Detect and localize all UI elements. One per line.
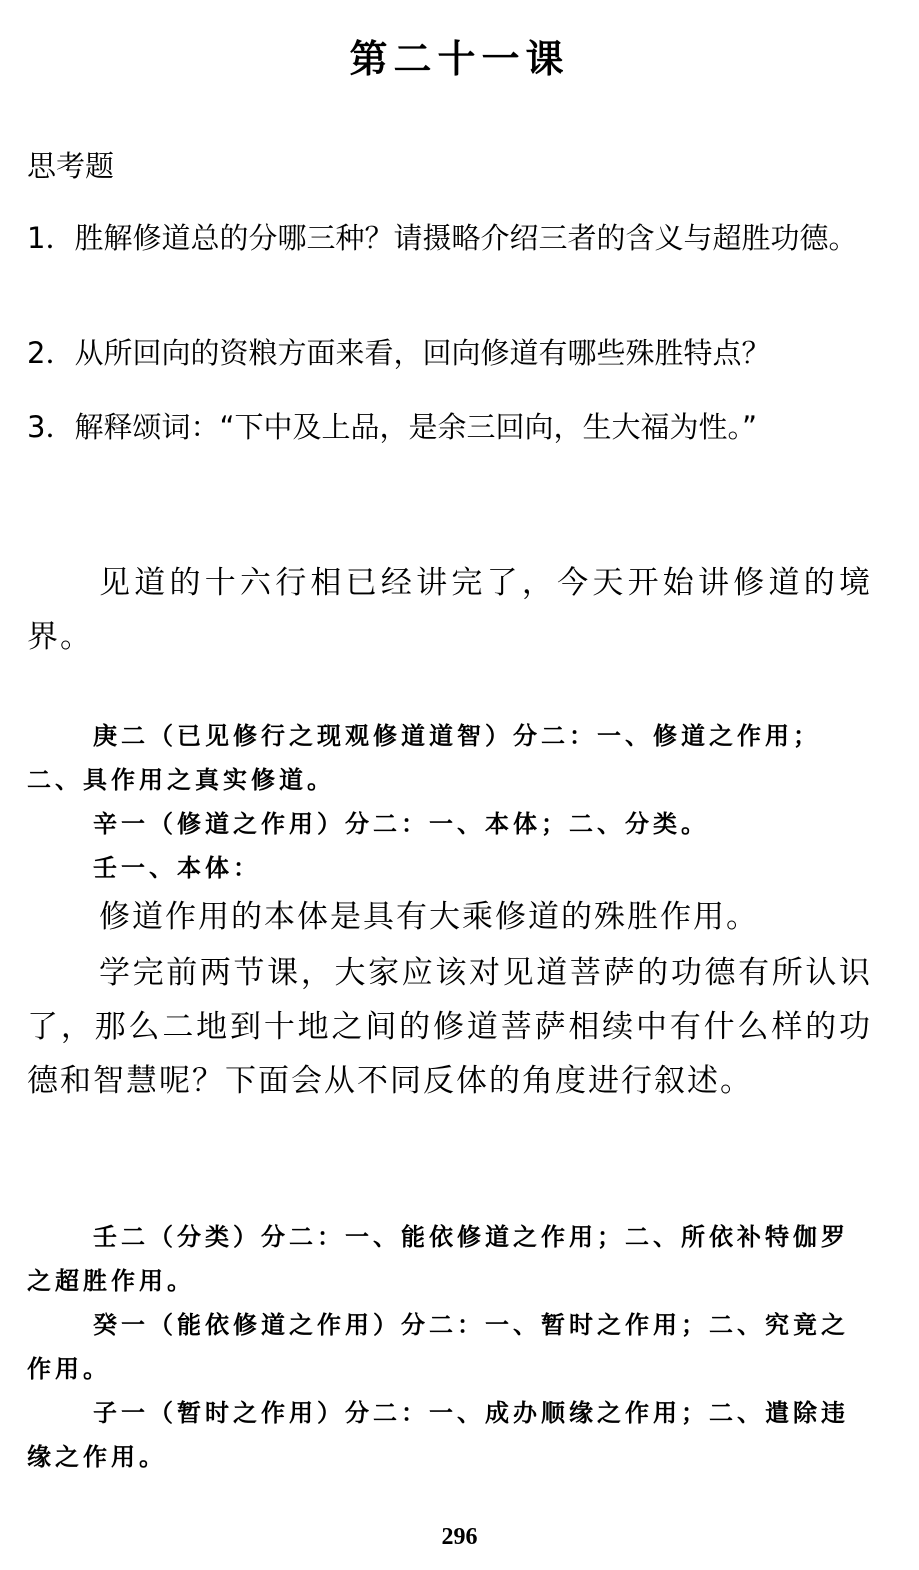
outline-heading-geng2: 庚二（已见修行之现观修道道智）分二：一、修道之作用；二、具作用之真实修道。 — [27, 722, 821, 794]
outline-heading-ren1: 壬一、本体： — [93, 854, 261, 882]
question-3: 3．解释颂词：“下中及上品，是余三回向，生大福为性。” — [27, 410, 757, 444]
page-number: 296 — [441, 1524, 478, 1550]
lesson-title: 第二十一课 — [349, 37, 570, 81]
main-paragraph: 学完前两节课，大家应该对见道菩萨的功德有所认识了，那么二地到十地之间的修道菩萨相续中有什么样的功德和智慧呢？下面会从不同反体的角度进行叙述。 — [27, 955, 872, 1099]
outline-section-1 — [27, 714, 872, 890]
intro-paragraph: 见道的十六行相已经讲完了，今天开始讲修道的境界。 — [27, 565, 872, 655]
questions-label: 思考题 — [27, 149, 115, 183]
outline-section-2 — [27, 1215, 872, 1479]
outline-heading-gui1: 癸一（能依修道之作用）分二：一、暂时之作用；二、究竟之作用。 — [27, 1311, 849, 1383]
outline-heading-zi1: 子一（暂时之作用）分二：一、成办顺缘之作用；二、遣除违缘之作用。 — [27, 1399, 849, 1471]
question-1: 1．胜解修道总的分哪三种？请摄略介绍三者的含义与超胜功德。 — [27, 221, 858, 255]
essence-paragraph: 修道作用的本体是具有大乘修道的殊胜作用。 — [99, 899, 759, 935]
outline-heading-ren2: 壬二（分类）分二：一、能依修道之作用；二、所依补特伽罗之超胜作用。 — [27, 1223, 849, 1295]
outline-heading-xin1: 辛一（修道之作用）分二：一、本体；二、分类。 — [93, 810, 709, 838]
question-2: 2．从所回向的资粮方面来看，回向修道有哪些殊胜特点？ — [27, 336, 771, 370]
